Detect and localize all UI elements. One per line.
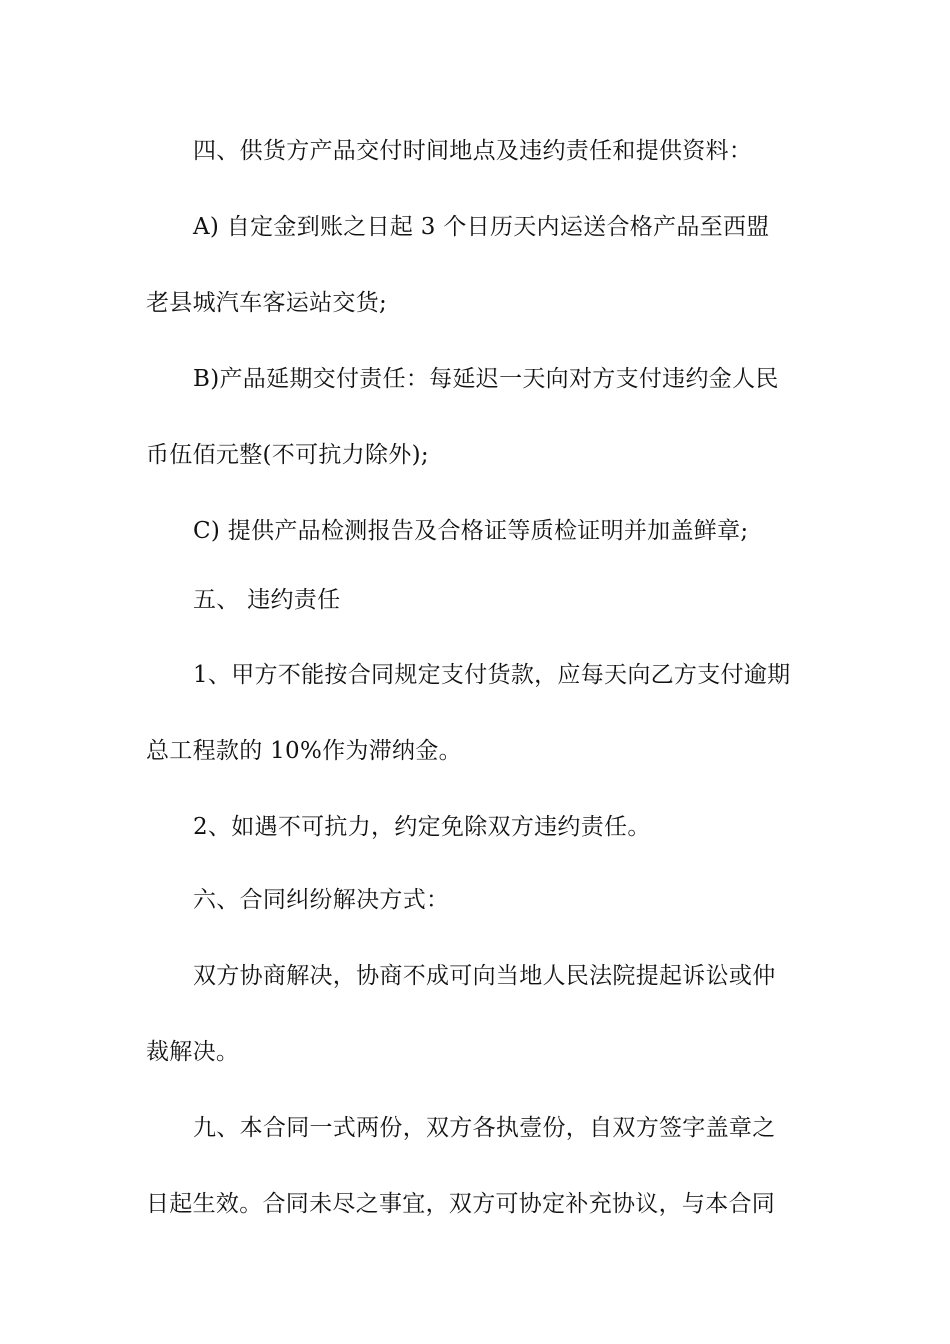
clause-c-line: C) 提供产品检测报告及合格证等质检证明并加盖鲜章; — [193, 518, 749, 544]
item-1-line-2: 总工程款的 10%作为滞纳金。 — [146, 738, 462, 764]
clause-b-line-2: 币伍佰元整(不可抗力除外); — [146, 442, 429, 468]
clause-a-line-2: 老县城汽车客运站交货; — [146, 290, 388, 316]
clause-b-line-1: B)产品延期交付责任：每延迟一天向对方支付违约金人民 — [193, 366, 779, 392]
section-4-heading: 四、供货方产品交付时间地点及违约责任和提供资料： — [193, 138, 753, 164]
item-1-line-1: 1、甲方不能按合同规定支付货款，应每天向乙方支付逾期 — [193, 662, 791, 688]
dispute-line-1: 双方协商解决，协商不成可向当地人民法院提起诉讼或仲 — [193, 963, 776, 989]
clause-a-line-1: A) 自定金到账之日起 3 个日历天内运送合格产品至西盟 — [193, 214, 770, 240]
section-9-line-1: 九、本合同一式两份，双方各执壹份，自双方签字盖章之 — [193, 1115, 776, 1141]
item-2-line: 2、如遇不可抗力，约定免除双方违约责任。 — [193, 814, 651, 840]
dispute-line-2: 裁解决。 — [146, 1039, 240, 1065]
section-9-line-2: 日起生效。合同未尽之事宜，双方可协定补充协议，与本合同 — [146, 1191, 776, 1217]
section-6-heading: 六、合同纠纷解决方式： — [193, 887, 450, 913]
section-5-heading: 五、 违约责任 — [193, 587, 341, 613]
